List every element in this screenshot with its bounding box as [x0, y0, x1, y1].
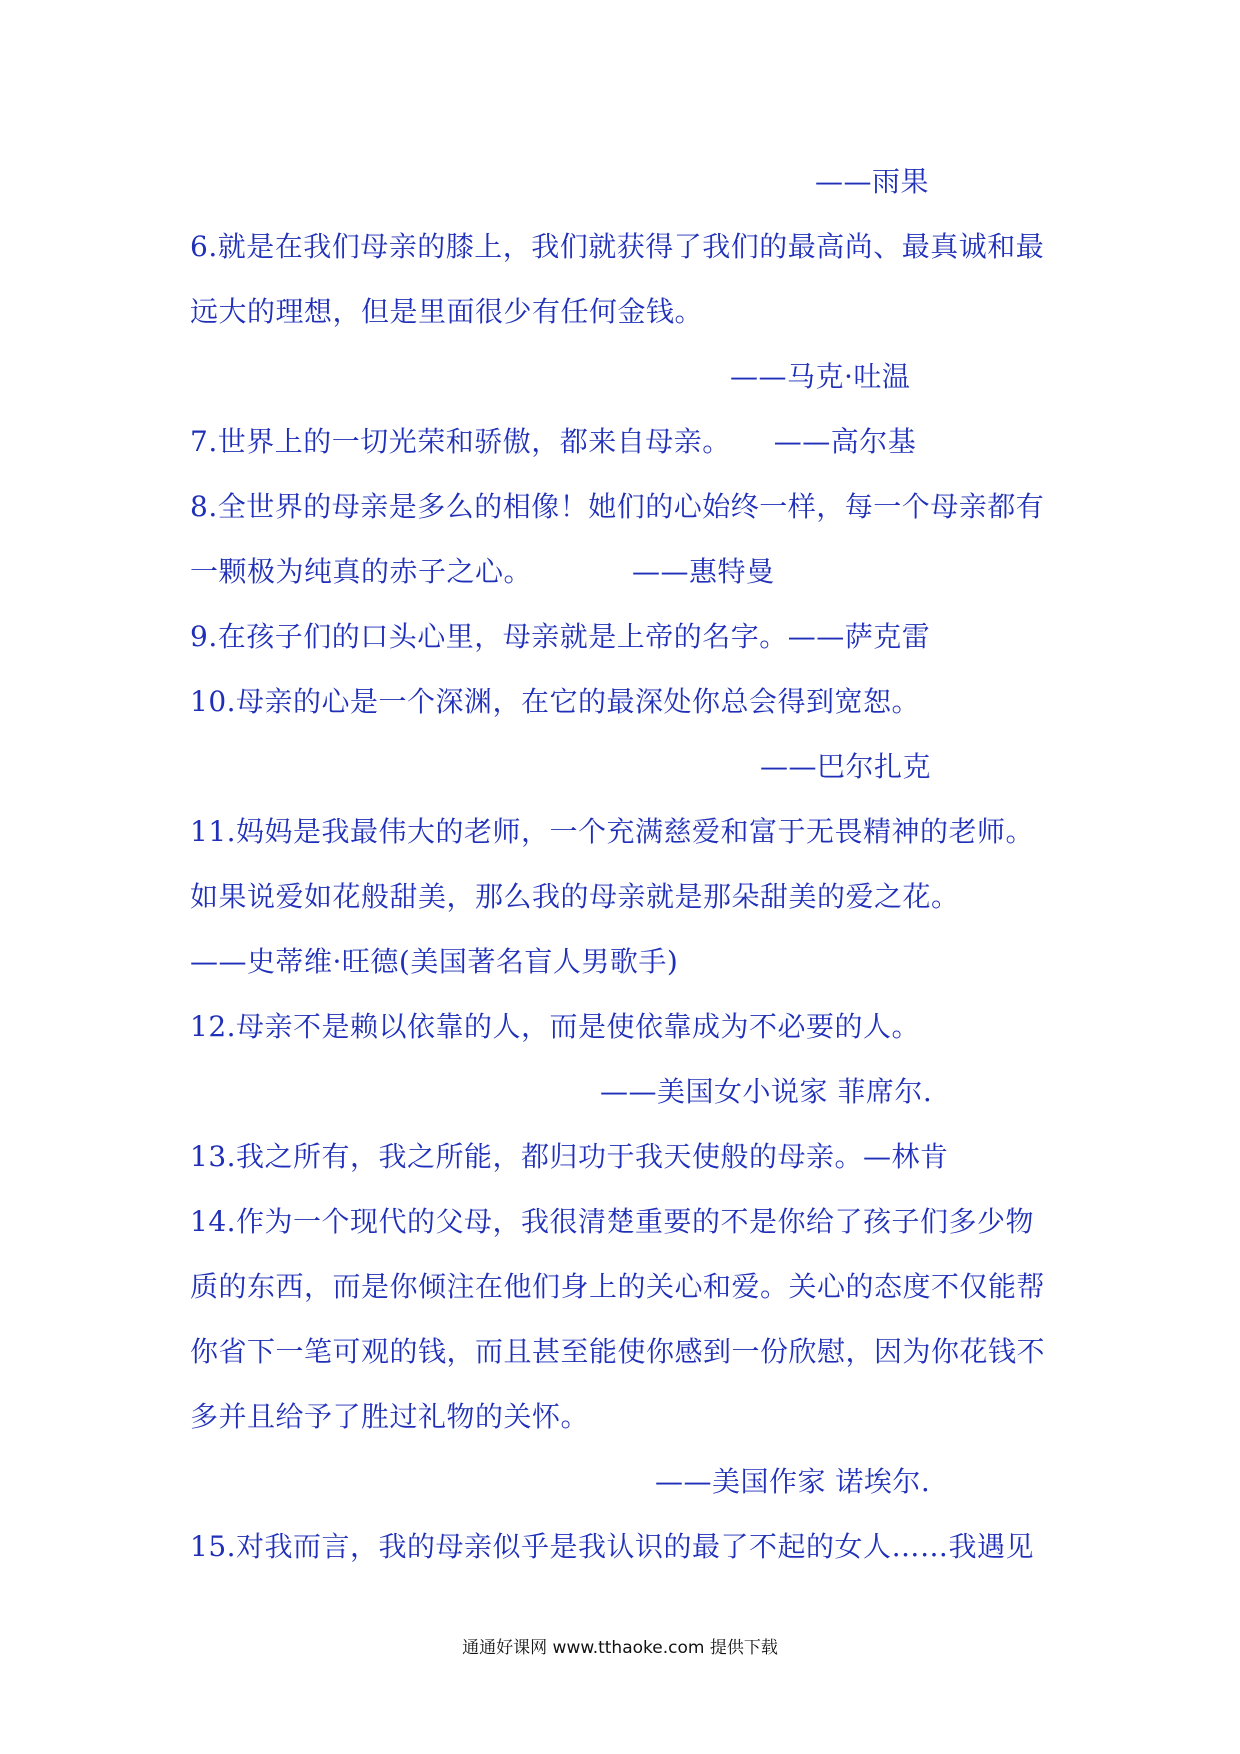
attribution-line: ——马克·吐温 [730, 360, 911, 393]
quote-line: 6.就是在我们母亲的膝上，我们就获得了我们的最高尚、最真诚和最 [190, 230, 1045, 263]
attribution-line: ——美国女小说家 菲席尔. [600, 1075, 933, 1108]
quote-line: 你省下一笔可观的钱，而且甚至能使你感到一份欣慰，因为你花钱不 [190, 1335, 1046, 1368]
quote-line: 一颗极为纯真的赤子之心。 ——惠特曼 [190, 555, 775, 588]
quote-line: 8.全世界的母亲是多么的相像！她们的心始终一样，每一个母亲都有 [190, 490, 1045, 523]
quote-line: 13.我之所有，我之所能，都归功于我天使般的母亲。—林肯 [190, 1140, 949, 1173]
quote-line: 11.妈妈是我最伟大的老师，一个充满慈爱和富于无畏精神的老师。 [190, 815, 1035, 848]
quote-line: 7.世界上的一切光荣和骄傲，都来自母亲。 ——高尔基 [190, 425, 917, 458]
quote-line: 多并且给予了胜过礼物的关怀。 [190, 1400, 590, 1433]
quote-line: 12.母亲不是赖以依靠的人，而是使依靠成为不必要的人。 [190, 1010, 921, 1043]
attribution-line: ——巴尔扎克 [760, 750, 932, 783]
page-footer: 通通好课网 www.tthaoke.com 提供下载 [462, 1638, 778, 1658]
quote-line: 15.对我而言，我的母亲似乎是我认识的最了不起的女人……我遇见 [190, 1530, 1035, 1563]
attribution-line: ——美国作家 诺埃尔. [655, 1465, 931, 1498]
quote-line: 10.母亲的心是一个深渊，在它的最深处你总会得到宽恕。 [190, 685, 921, 718]
quote-line: 9.在孩子们的口头心里，母亲就是上帝的名字。——萨克雷 [190, 620, 931, 653]
attribution-line: ——史蒂维·旺德(美国著名盲人男歌手) [190, 945, 679, 978]
quote-line: 远大的理想，但是里面很少有任何金钱。 [190, 295, 704, 328]
quote-line: 质的东西，而是你倾注在他们身上的关心和爱。关心的态度不仅能帮 [190, 1270, 1046, 1303]
attribution-line: ——雨果 [815, 165, 930, 198]
quote-line: 如果说爱如花般甜美，那么我的母亲就是那朵甜美的爱之花。 [190, 880, 960, 913]
quote-line: 14.作为一个现代的父母，我很清楚重要的不是你给了孩子们多少物 [190, 1205, 1035, 1238]
